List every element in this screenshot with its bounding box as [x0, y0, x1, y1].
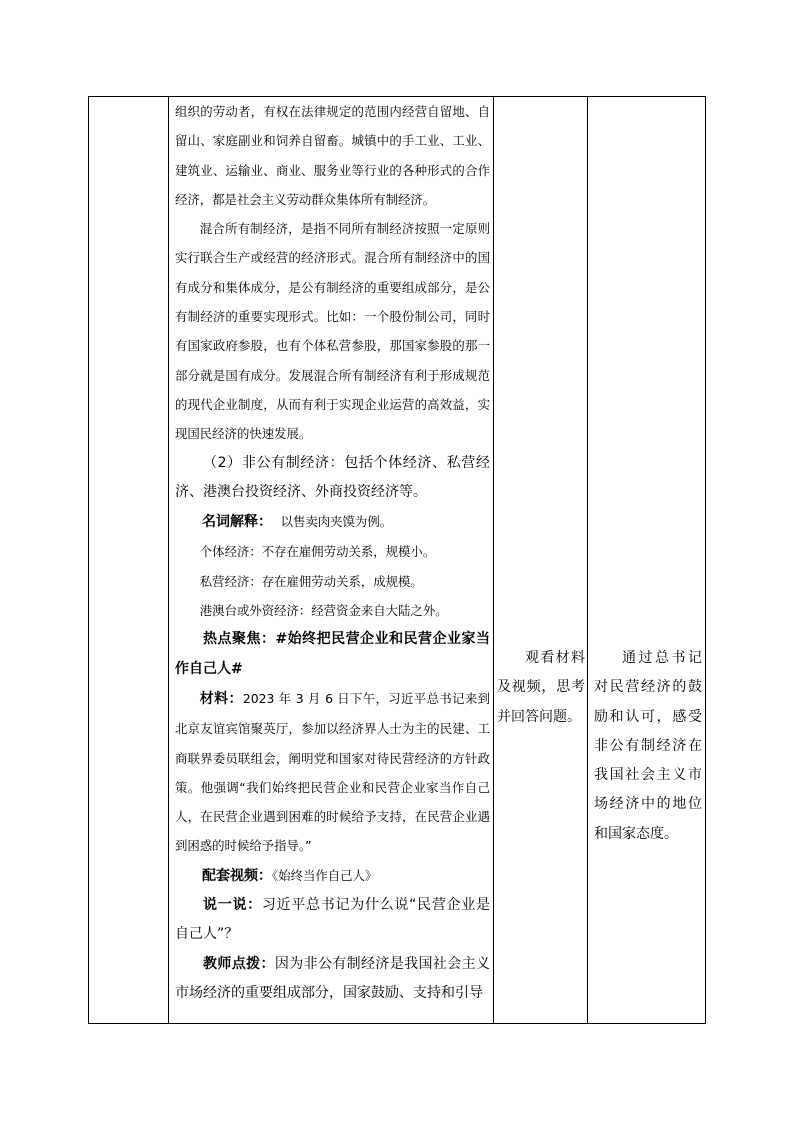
teacher-guidance [175, 950, 490, 1009]
say-label: 说一说： [203, 897, 262, 914]
hot-topic-label: 热点聚焦：#始终把民营企业和民营企业家当作自己人# [175, 631, 490, 677]
definition-individual: 个体经济：不存在雇佣劳动关系，规模小。 [199, 544, 436, 560]
teacher-label: 教师点拨： [203, 955, 275, 972]
lesson-table [88, 96, 706, 1024]
design-intent-text: 通过总书记对民营经济的鼓励和认可，感受非公有制经济在我国社会主义市场经济中的地位和国家态度。 [594, 650, 702, 842]
material-label: 材料： [199, 690, 243, 707]
student-activity-cell [494, 644, 588, 732]
material-paragraph [175, 684, 490, 861]
definition-foreign: 港澳台或外资经济：经营资金来自大陆之外。 [199, 603, 448, 619]
hot-topic-heading [175, 625, 490, 684]
mixed-ownership-paragraph: 混合所有制经济，是指不同所有制经济按照一定原则实行联合生产或经营的经济形式。混合所有制经济中的国有成分和集体成分，是公有制经济的重要组成部分，是公有制经济的重要实现形式。比如：一个股份制公司，同时有国家政府参股，也有个体私营参股，那国家参股的那一部分就是国有成分。发展混合所有制经济有利于形成规范的现代企业制度，从而有利于实现企业运营的高效益，实现国民经济的快速发展。 [175, 221, 490, 442]
term-label: 名词解释： [202, 514, 272, 531]
say-text: 习近平总书记为什么说“民营企业是自己人”？ [175, 897, 491, 943]
column-divider [587, 97, 588, 1023]
teacher-text: 因为非公有制经济是我国社会主义市场经济的重要组成部分，国家鼓励、支持和引导 [175, 955, 491, 1001]
definition-private: 私营经济：存在雇佣劳动关系，成规模。 [199, 573, 423, 589]
student-activity-text: 观看材料及视频，思考并回答问题。 [497, 650, 585, 725]
term-explanation [175, 507, 490, 537]
video-line [175, 861, 490, 891]
say-question [175, 891, 490, 950]
video-title: 《始终当作自己人》 [272, 867, 378, 883]
design-intent-cell [588, 644, 706, 849]
teaching-content-cell [169, 97, 494, 1008]
video-label: 配套视频： [202, 867, 272, 884]
term-text: 以售卖肉夹馍为例。 [280, 514, 393, 530]
material-text: 2023 年 3 月 6 日下午，习近平总书记来到北京友谊宾馆聚英厅，参加以经济界人士为主的民建、工商联界委员联组会，阐明党和国家对待民营经济的方针政策。他强调“我们始终把民营企业和民营企业家当作自己人，在民营企业遇到困难的时候给予支持，在民营企业遇到困惑的时候给予指导。” [175, 690, 490, 854]
non-public-economy-paragraph: （2）非公有制经济：包括个体经济、私营经济、港澳台投资经济、外商投资经济等。 [175, 454, 490, 500]
collective-economy-paragraph: 组织的劳动者，有权在法律规定的范围内经营自留地、自留山、家庭副业和饲养自留畜。城镇中的手工业、工业、建筑业、运输业、商业、服务业等行业的各种形式的合作经济，都是社会主义劳动群众集体所有制经济。 [175, 104, 490, 207]
